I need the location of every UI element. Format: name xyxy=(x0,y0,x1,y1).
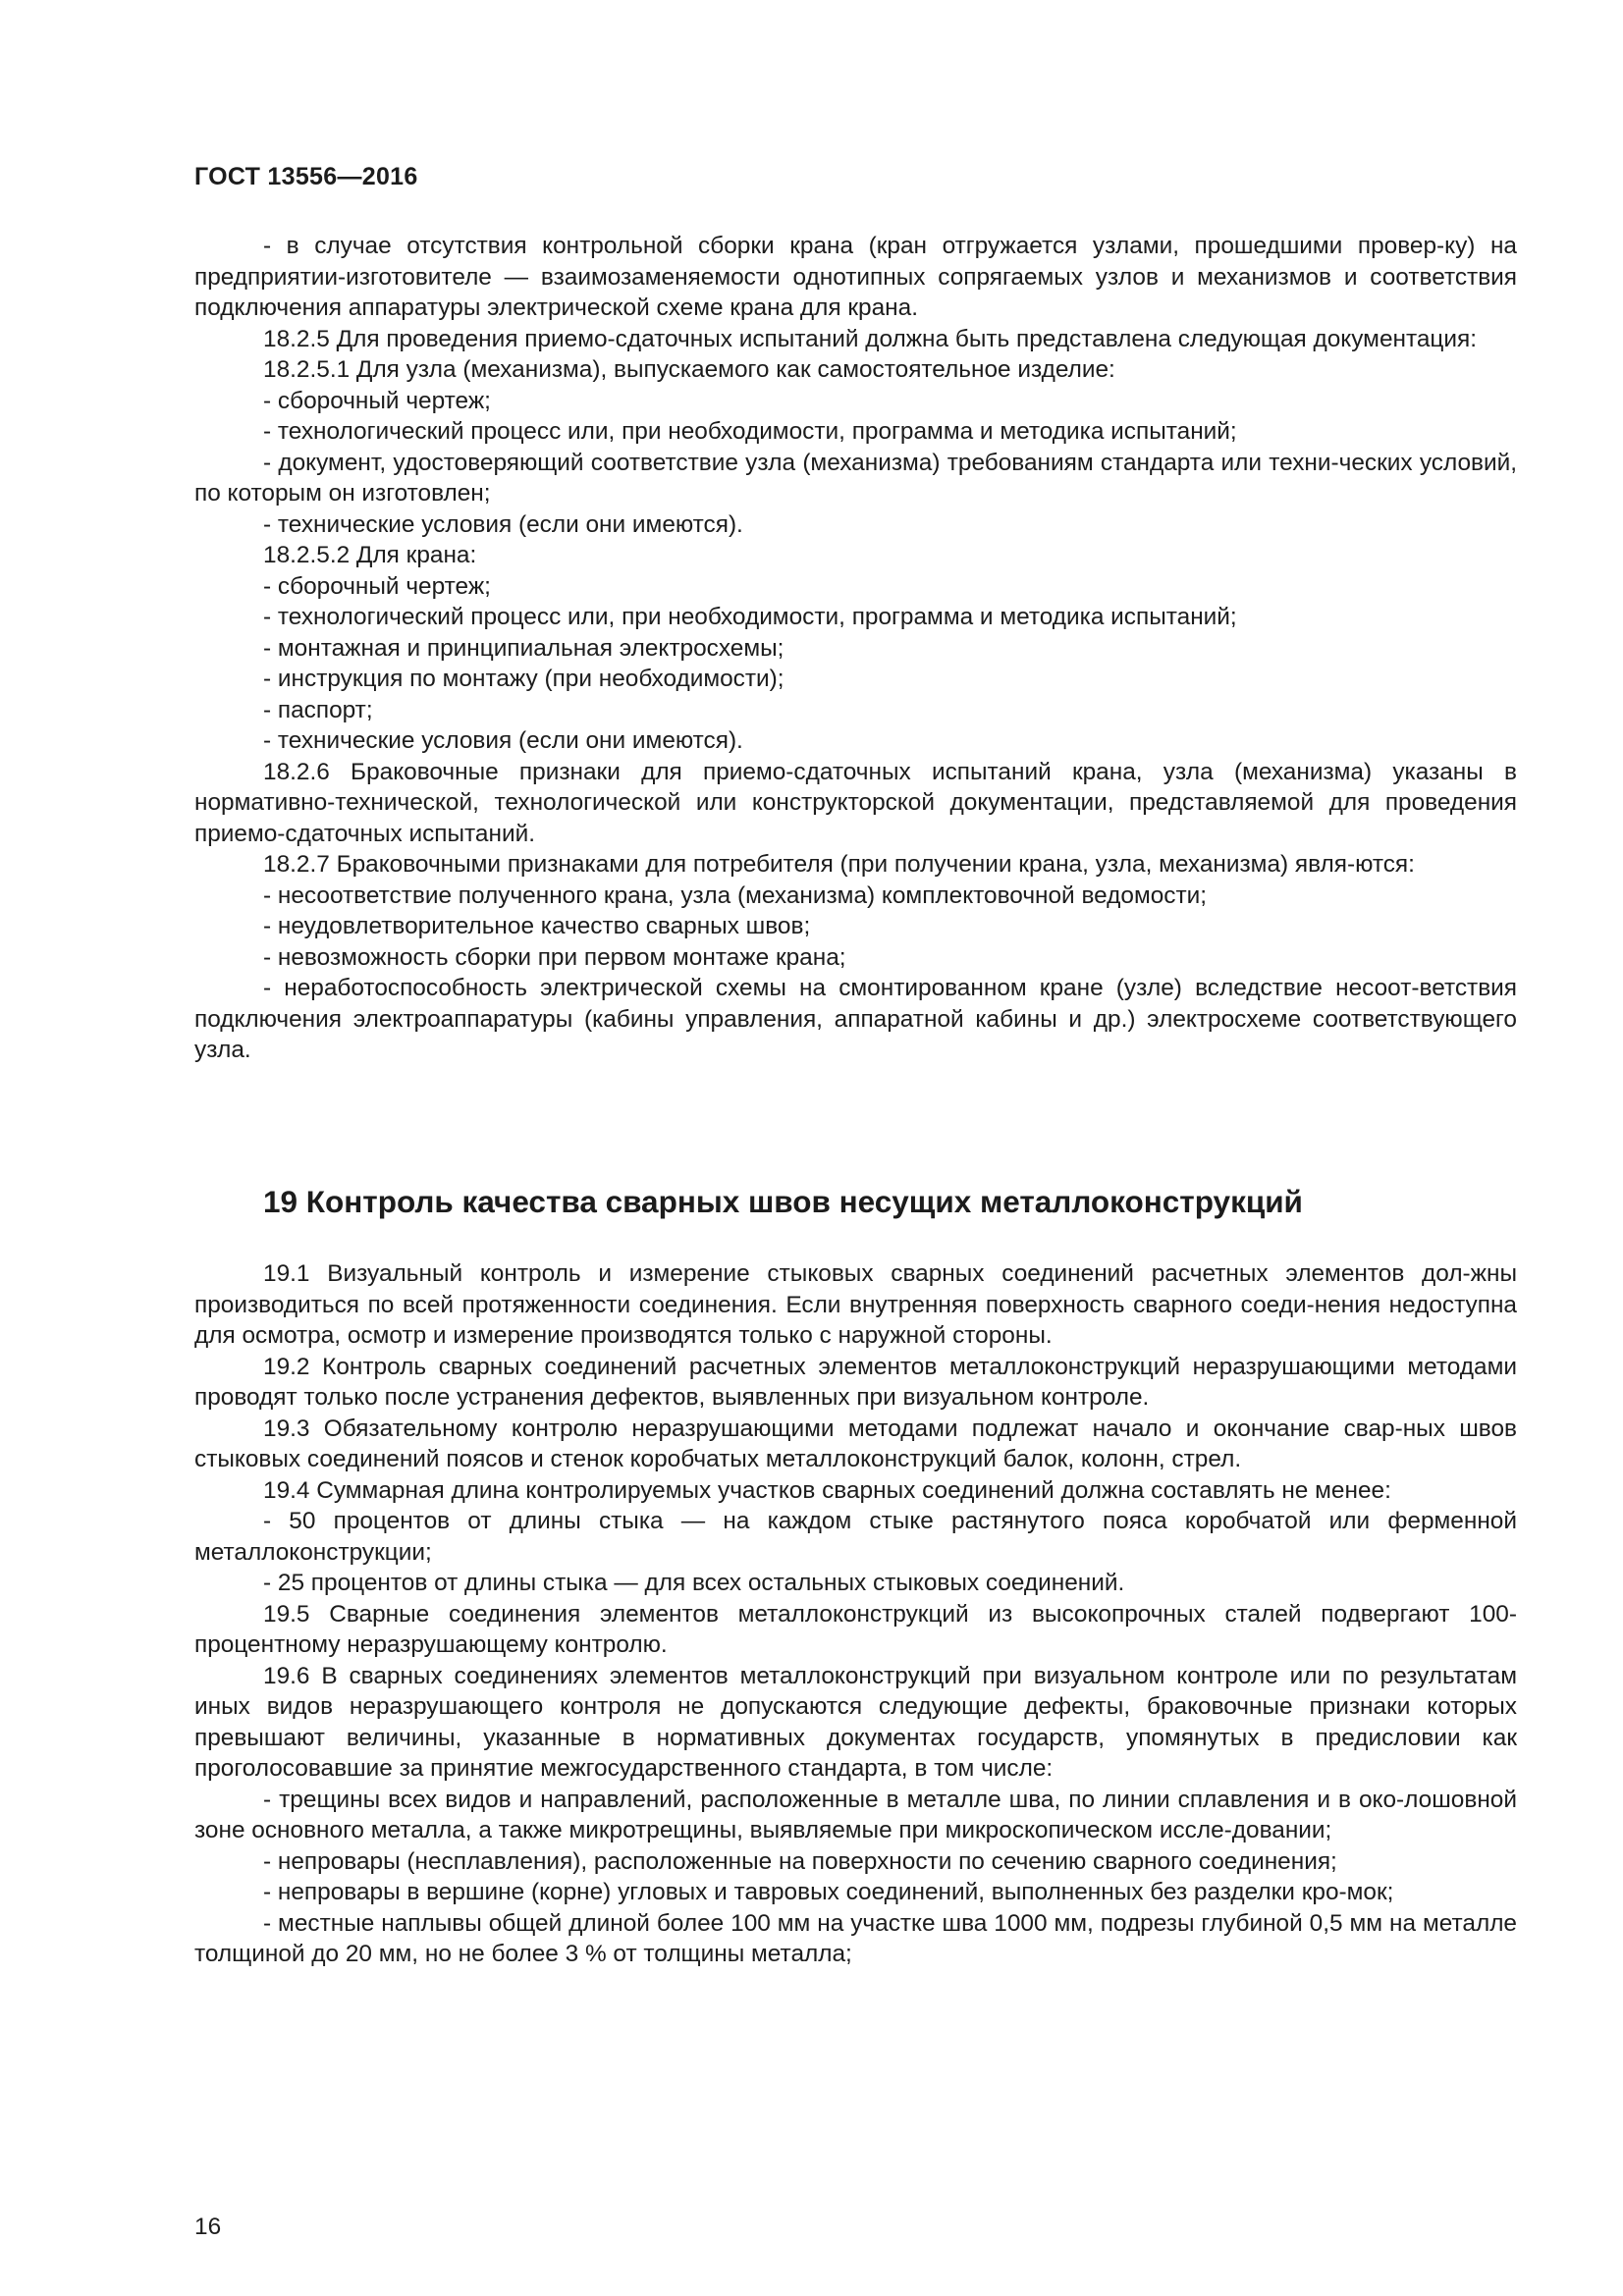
paragraph: 19.4 Суммарная длина контролируемых участков сварных соединений должна составлять не менее: xyxy=(263,1476,1391,1504)
list-item: - непровары (несплавления), расположенные на поверхности по сечению сварного соединения; xyxy=(263,1847,1337,1875)
document-code-header: ГОСТ 13556—2016 xyxy=(194,163,418,190)
list-item: - сборочный чертеж; xyxy=(263,572,491,600)
list-item: - технические условия (если они имеются). xyxy=(263,510,743,538)
list-item: - сборочный чертеж; xyxy=(263,387,491,414)
paragraph: 19.5 Сварные соединения элементов металлоконструкций из высокопрочных сталей подвергают 100-процентному неразрушающему контролю. xyxy=(194,1600,1517,1658)
paragraph: 19.3 Обязательному контролю неразрушающими методами подлежат начало и окончание свар-ных швов стыковых соединений поясов и стенок коробчатых металлоконструкций балок, колонн, стрел. xyxy=(194,1415,1517,1472)
list-item: - паспорт; xyxy=(263,696,373,723)
list-item: - непровары в вершине (корне) угловых и тавровых соединений, выполненных без разделки кро-мок; xyxy=(263,1879,1394,1905)
paragraph: 18.2.5.1 Для узла (механизма), выпускаемого как самостоятельное изделие: xyxy=(263,356,1115,383)
paragraph: 18.2.7 Браковочными признаками для потребителя (при получении крана, узла, механизма) явля-ются: xyxy=(263,851,1415,878)
paragraph: 18.2.5.2 Для крана: xyxy=(263,542,477,568)
list-item: - технологический процесс или, при необходимости, программа и методика испытаний; xyxy=(263,604,1237,630)
section-19-heading: 19 Контроль качества сварных швов несущих металлоконструкций xyxy=(263,1184,1303,1219)
paragraph: 18.2.5 Для проведения приемо-сдаточных испытаний должна быть представлена следующая документация: xyxy=(263,325,1478,352)
list-item: - документ, удостоверяющий соответствие узла (механизма) требованиям стандарта или техни-ческих условий, по которым он изготовлен; xyxy=(194,449,1517,507)
list-item: - трещины всех видов и направлений, расположенные в металле шва, по линии сплавления и в око-лошовной зоне основного металла, а также микротрещины, выявляемые при микроскопическом иссле-довании; xyxy=(194,1786,1517,1843)
list-item: - местные наплывы общей длиной более 100 мм на участке шва 1000 мм, подрезы глубиной 0,5 мм на металле толщиной до 20 мм, но не более 3 % от толщины металла; xyxy=(194,1909,1517,1967)
paragraph: 18.2.6 Браковочные признаки для приемо-сдаточных испытаний крана, узла (механизма) указаны в нормативно-технической, технологической или конструкторской документации, представляемой для проведения приемо-сдаточных испытаний. xyxy=(194,758,1517,847)
paragraph: - в случае отсутствия контрольной сборки крана (кран отгружается узлами, прошедшими провер-ку) на предприятии-изготовителе — взаимозаменяемости однотипных сопрягаемых узлов и механизмов и соответствия подключения аппаратуры электрической схеме крана для крана. xyxy=(194,233,1517,321)
list-item: - невозможность сборки при первом монтаже крана; xyxy=(263,943,846,971)
paragraph: 19.2 Контроль сварных соединений расчетных элементов металлоконструкций неразрушающими методами проводят только после устранения дефектов, выявленных при визуальном контроле. xyxy=(194,1353,1517,1411)
section-18-continuation xyxy=(194,231,1517,1066)
list-item: - неудовлетворительное качество сварных швов; xyxy=(263,913,811,939)
list-item: - неработоспособность электрической схемы на смонтированном кране (узле) вследствие несоот-ветствия подключения электроаппаратуры (кабины управления, аппаратной кабины и др.) электросхеме соответствующего узла. xyxy=(194,975,1517,1063)
paragraph: 19.1 Визуальный контроль и измерение стыковых сварных соединений расчетных элементов дол-жны производиться по всей протяженности соединения. Если внутренняя поверхность сварного соеди-нения недоступна для осмотра, осмотр и измерение производятся только с наружной стороны. xyxy=(194,1260,1517,1349)
list-item: - 50 процентов от длины стыка — на каждом стыке растянутого пояса коробчатой или ферменной металлоконструкции; xyxy=(194,1508,1517,1566)
list-item: - 25 процентов от длины стыка — для всех остальных стыковых соединений. xyxy=(263,1570,1125,1596)
list-item: - технологический процесс или, при необходимости, программа и методика испытаний; xyxy=(263,418,1237,445)
list-item: - несоответствие полученного крана, узла (механизма) комплектовочной ведомости; xyxy=(263,881,1208,909)
list-item: - технические условия (если они имеются). xyxy=(263,727,743,754)
page-number: 16 xyxy=(194,2214,222,2240)
list-item: - инструкция по монтажу (при необходимости); xyxy=(263,666,784,692)
list-item: - монтажная и принципиальная электросхемы; xyxy=(263,634,784,662)
paragraph: 19.6 В сварных соединениях элементов металлоконструкций при визуальном контроле или по результатам иных видов неразрушающего контроля не допускаются следующие дефекты, браковочные признаки которых превышают величины, указанные в нормативных документах государств, упомянутых в предисловии как проголосовавшие за принятие межгосударственного стандарта, в том числе: xyxy=(194,1662,1517,1782)
section-19-body xyxy=(194,1258,1517,1970)
